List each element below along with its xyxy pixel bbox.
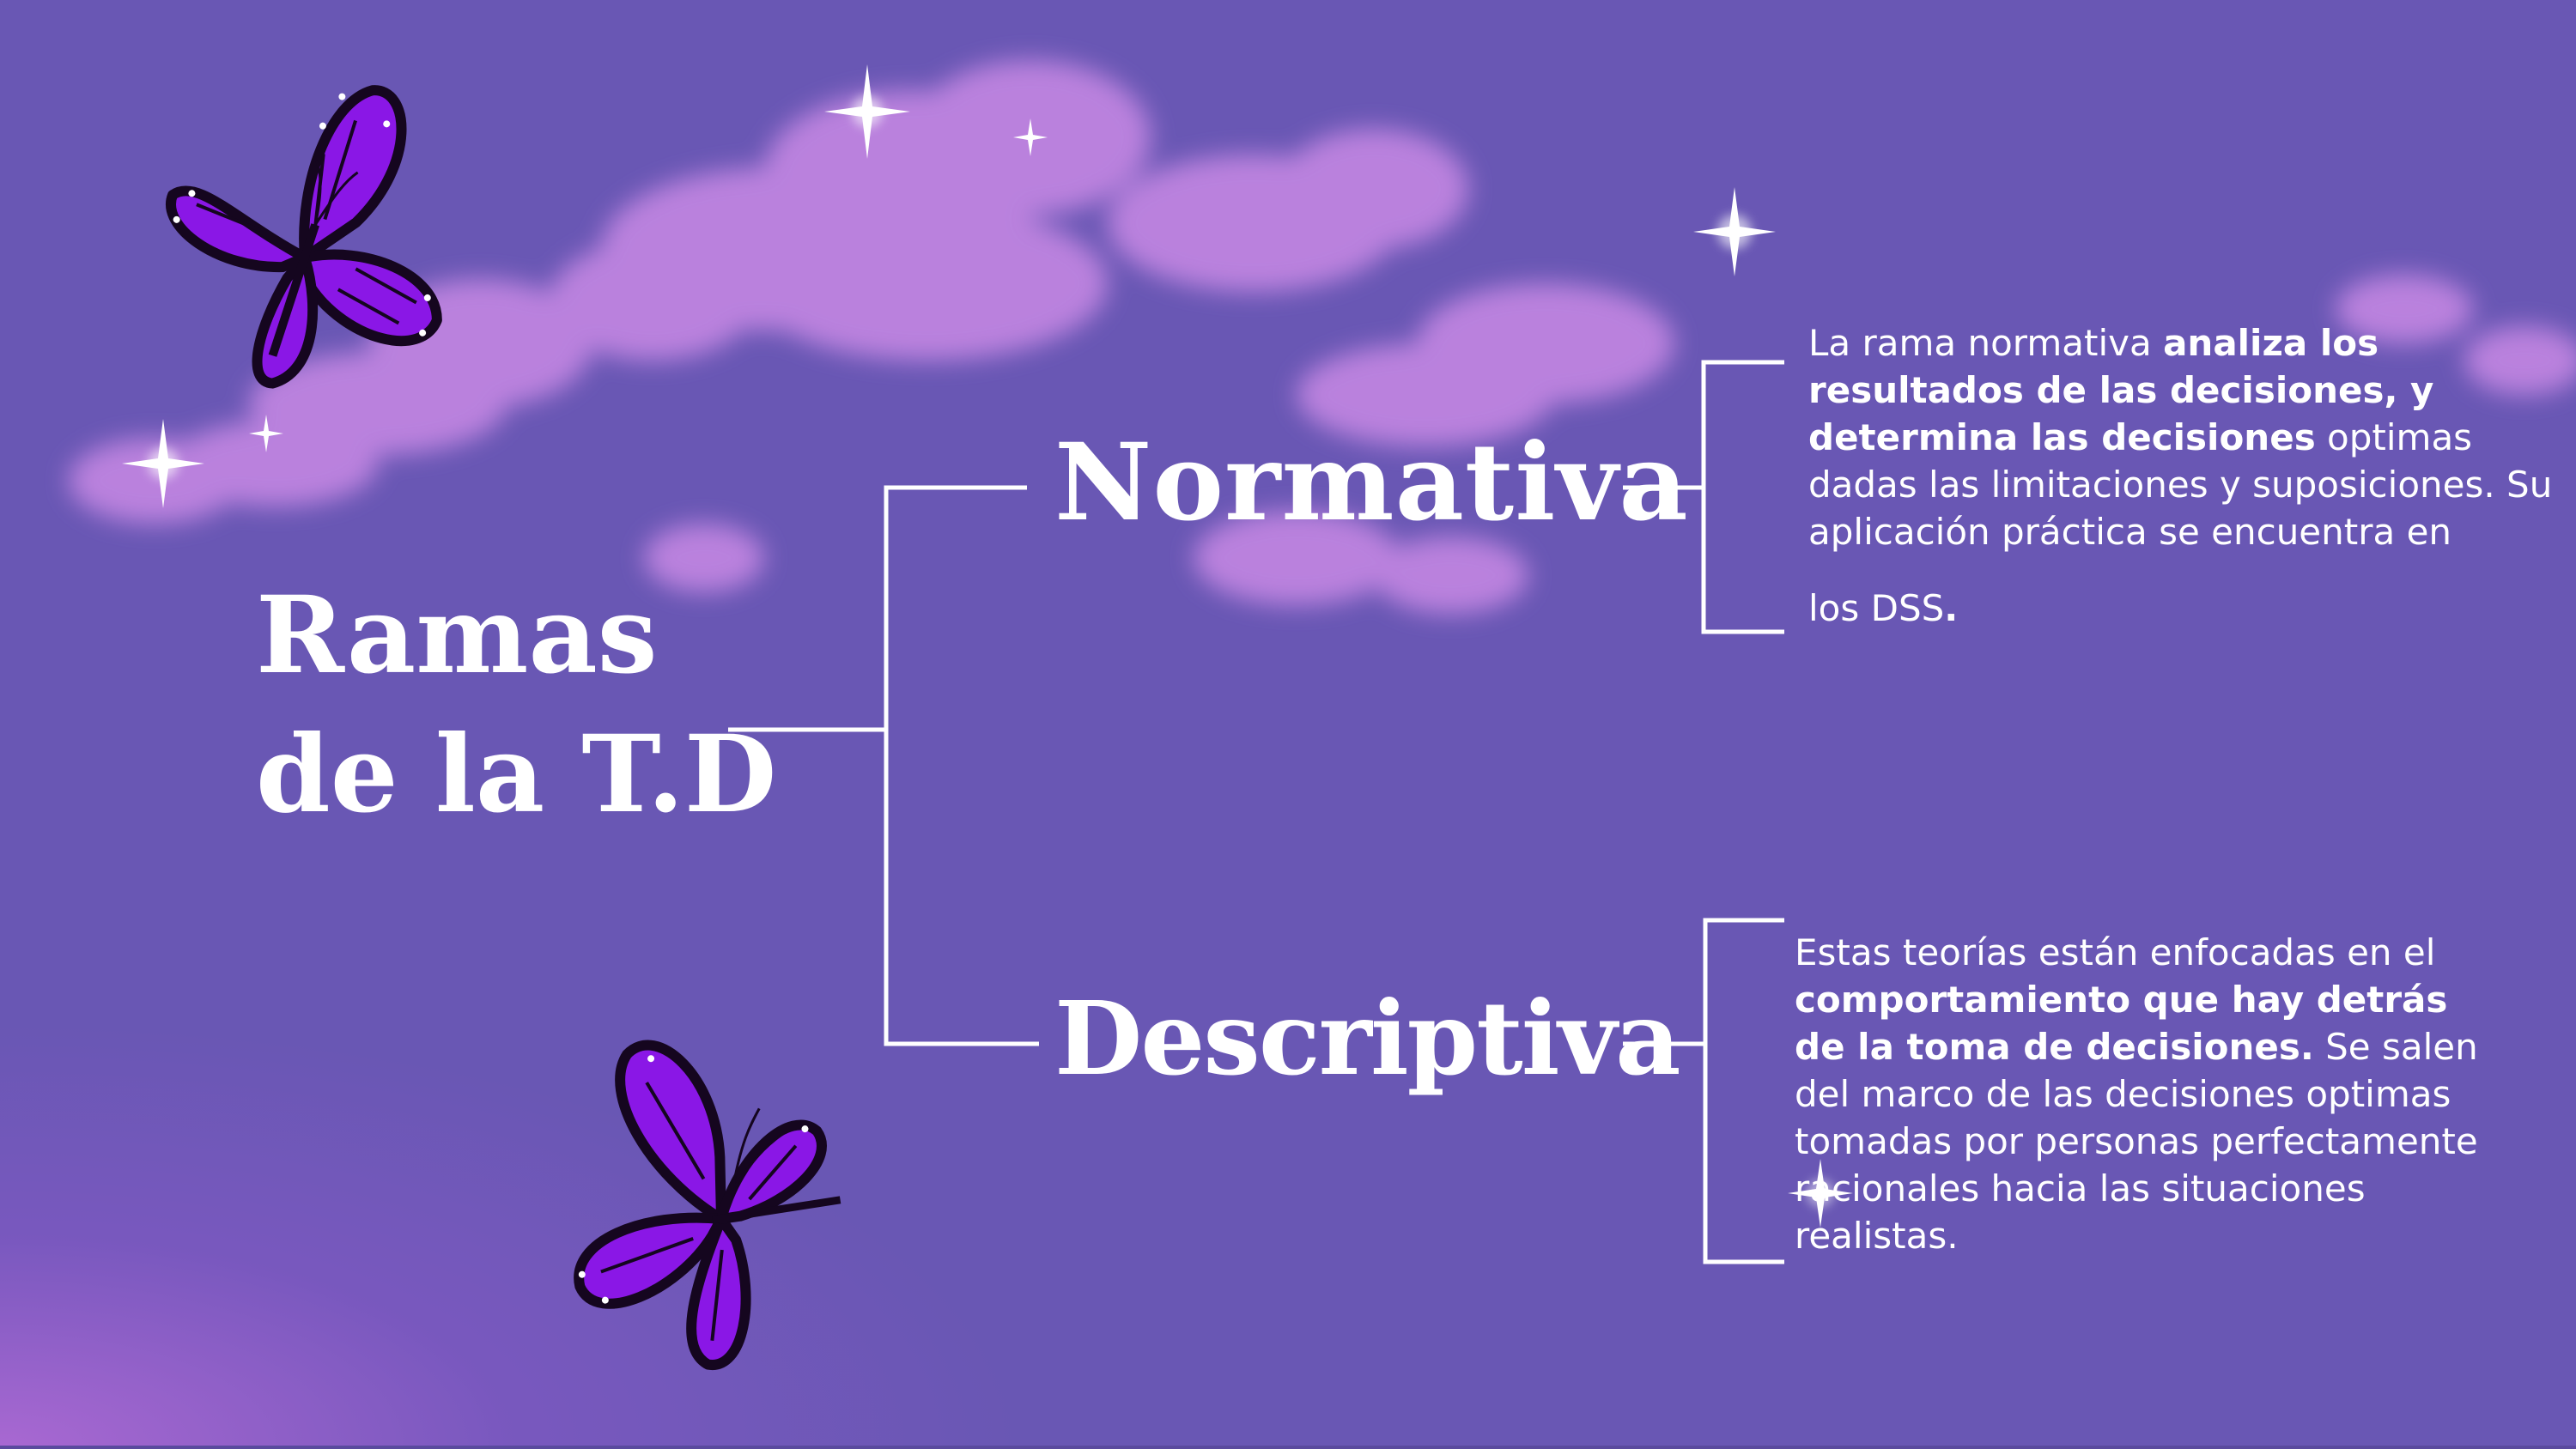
branch-descriptiva-label: Descriptiva (1054, 979, 1680, 1098)
butterfly-icon (485, 990, 895, 1404)
diagram-title (256, 567, 788, 845)
title-line-1: Ramas (256, 573, 658, 698)
normativa-description (1808, 319, 2564, 632)
bold-text: comportamiento que hay detrás de la toma de decisiones. (1795, 979, 2448, 1068)
text-span: La rama normativa (1808, 322, 2164, 364)
text-span: los DSS (1808, 587, 1945, 629)
period-mark: . (1944, 587, 1959, 629)
title-line-2: de la T.D (256, 712, 777, 837)
text-line-dss (1808, 585, 2564, 632)
branch-normativa-label: Normativa (1054, 421, 1689, 545)
text-span: Se salen del marco de las decisiones optimas tomadas por personas perfectamente racionales hacia las situaciones realistas. (1795, 1026, 2478, 1257)
descriptiva-description (1795, 929, 2482, 1259)
bold-text: analiza los resultados de las decisiones, y determina las decisiones (1808, 322, 2434, 458)
text-span: optimas dadas las limitaciones y suposiciones. Su aplicación práctica se encuentra en (1808, 416, 2553, 553)
bottom-border (0, 1446, 2576, 1449)
text-span: Estas teorías están enfocadas en el (1795, 931, 2436, 973)
